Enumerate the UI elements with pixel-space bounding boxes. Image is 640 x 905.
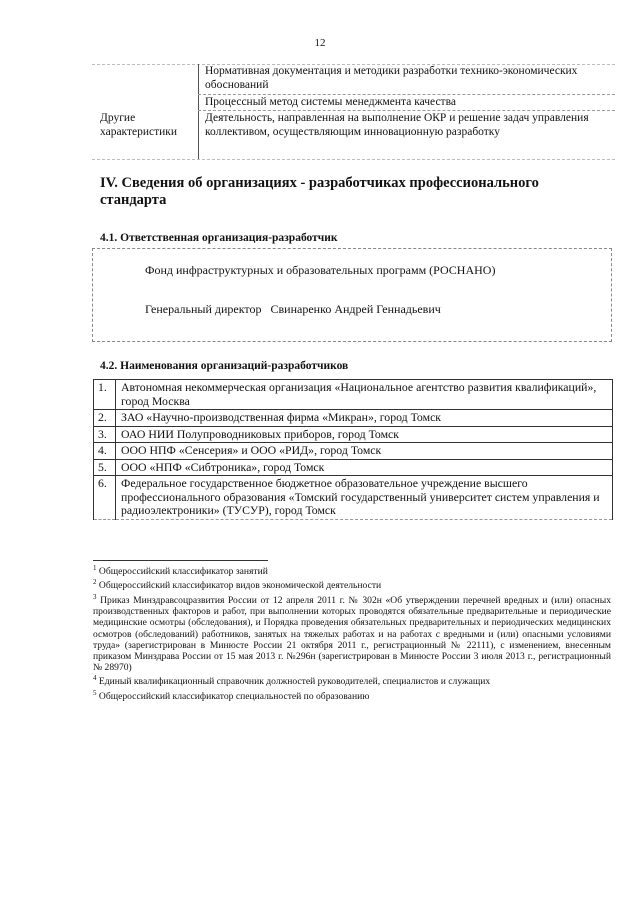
row-number: 3. — [94, 426, 116, 443]
footnote-mark: 3 — [93, 592, 97, 601]
footnote-text: Приказ Минздравсоцразвития России от 12 апреля 2011 г. № 302н «Об утверждении перечней вредных и (или) опасных производственных факторов и работ, при выполнении которых проводятся обязательные предварительные и периодические медицинские осмотры (обследования), и Порядка проведения обязательных предварительных и периодических медицинских осмотров (обследований) работников, занятых на тяжелых работах и на работах с вредными и (или) опасными условиями труда» (зарегистрирован в Минюсте России 21 октября 2011 г., регистрационный № 22111), с изменением, внесенным приказом Минздрава России от 15 мая 2013 г. №296н (зарегистрирован в Минюсте России 3 июля 2013 г., регистрационный № 28970) — [93, 594, 611, 674]
footnote-mark: 5 — [93, 688, 97, 697]
footnote-text: Общероссийский классификатор занятий — [96, 566, 268, 578]
row-number: 2. — [94, 410, 116, 427]
table-divider — [198, 64, 199, 160]
footnote-text: Общероссийский классификатор видов экономической деятельности — [96, 580, 382, 592]
footnotes — [93, 563, 611, 702]
org-name: ЗАО «Научно-производственная фирма «Микран», город Томск — [116, 410, 613, 427]
row-number: 1. — [94, 380, 116, 410]
section-title: IV. Сведения об организациях - разработчиках профессионального стандарта — [100, 175, 539, 208]
other-characteristics-table — [92, 64, 615, 160]
footnote — [93, 592, 611, 674]
characteristic-row: Нормативная документация и методики разработки технико-экономических обоснований — [205, 65, 578, 91]
table-row — [94, 476, 613, 520]
org-name: ОАО НИИ Полупроводниковых приборов, город Томск — [116, 426, 613, 443]
footnote-mark: 4 — [93, 674, 97, 683]
footnote-text: Единый квалификационный справочник должностей руководителей, специалистов и служащих — [96, 676, 491, 688]
org-name: ООО «НПФ «Сибтроника», город Томск — [116, 459, 613, 476]
table-row — [94, 380, 613, 410]
org-name: Автономная некоммерческая организация «Национальное агентство развития квалификаций», город Москва — [116, 380, 613, 410]
row-divider — [198, 110, 615, 111]
developers-table — [93, 379, 613, 520]
table-row — [94, 410, 613, 427]
other-characteristics-label: Другие характеристики — [100, 112, 178, 138]
table-border-bottom — [92, 159, 615, 160]
page-number: 12 — [314, 37, 326, 49]
footnote — [93, 688, 611, 702]
footnote — [93, 673, 611, 687]
row-number: 6. — [94, 476, 116, 520]
developers-heading: 4.2. Наименования организаций-разработчиков — [100, 360, 349, 372]
footnote-mark: 2 — [93, 578, 97, 587]
org-name: Федеральное государственное бюджетное образовательное учреждение высшего профессионального образования «Томский государственный университет систем управления и радиоэлектроники» (ТУСУР), город Томск — [116, 476, 613, 520]
row-divider — [198, 94, 615, 95]
table-row — [94, 459, 613, 476]
footnotes-separator — [93, 560, 268, 561]
table-row — [94, 426, 613, 443]
responsible-org-name: Фонд инфраструктурных и образовательных программ (РОСНАНО) — [145, 263, 496, 277]
footnote — [93, 563, 611, 577]
responsible-org-heading: 4.1. Ответственная организация-разработчик — [100, 232, 338, 244]
table-row — [94, 443, 613, 460]
row-number: 4. — [94, 443, 116, 460]
row-number: 5. — [94, 459, 116, 476]
footnote-text: Общероссийский классификатор специальностей по образованию — [96, 690, 370, 702]
director-line: Генеральный директор Свинаренко Андрей Геннадьевич — [145, 302, 441, 316]
org-name: ООО НПФ «Сенсерия» и ООО «РИД», город Томск — [116, 443, 613, 460]
footnote-mark: 1 — [93, 564, 97, 572]
footnote — [93, 577, 611, 591]
characteristic-row: Деятельность, направленная на выполнение ОКР и решение задач управления коллективом, осуществляющим инновационную разработку — [205, 112, 589, 138]
characteristic-row: Процессный метод системы менеджмента качества — [205, 96, 456, 108]
